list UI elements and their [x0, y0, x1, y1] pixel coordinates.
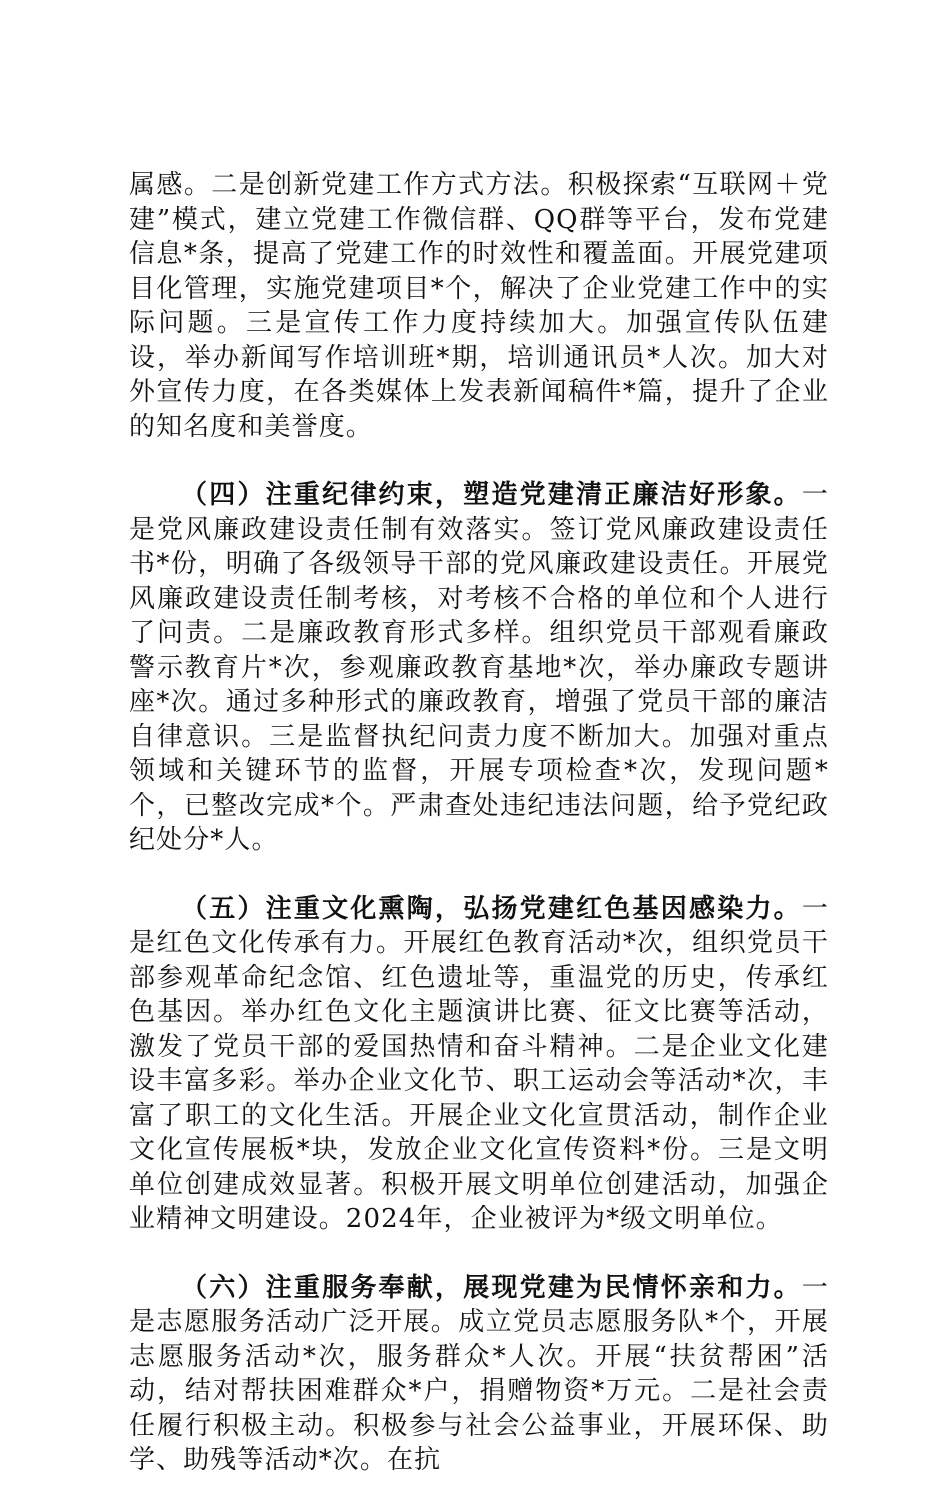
document-page	[129, 168, 829, 1512]
section-heading-4: （四）注重纪律约束，塑造党建清正廉洁好形象。	[181, 480, 802, 510]
paragraph-section-6	[129, 1271, 829, 1478]
paragraph-section-5	[129, 892, 829, 1237]
paragraph-body: 属感。二是创新党建工作方式方法。积极探索“互联网＋党建”模式，建立党建工作微信群、QQ群等平台，发布党建信息*条，提高了党建工作的时效性和覆盖面。开展党建项目化管理，实施党建项目*个，解决了企业党建工作中的实际问题。三是宣传工作力度持续加大。加强宣传队伍建设，举办新闻写作培训班*期，培训通讯员*人次。加大对外宣传力度，在各类媒体上发表新闻稿件*篇，提升了企业的知名度和美誉度。	[129, 170, 829, 442]
paragraph-body: 一是红色文化传承有力。开展红色教育活动*次，组织党员干部参观革命纪念馆、红色遗址等，重温党的历史，传承红色基因。举办红色文化主题演讲比赛、征文比赛等活动，激发了党员干部的爱国热情和奋斗精神。二是企业文化建设丰富多彩。举办企业文化节、职工运动会等活动*次，丰富了职工的文化生活。开展企业文化宣贯活动，制作企业文化宣传展板*块，发放企业文化宣传资料*份。三是文明单位创建成效显著。积极开展文明单位创建活动，加强企业精神文明建设。2024年，企业被评为*级文明单位。	[129, 893, 829, 1234]
paragraph-body: 一是志愿服务活动广泛开展。成立党员志愿服务队*个，开展志愿服务活动*次，服务群众*人次。开展“扶贫帮困”活动，结对帮扶困难群众*户，捐赠物资*万元。二是社会责任履行积极主动。积极参与社会公益事业，开展环保、助学、助残等活动*次。在抗	[129, 1272, 829, 1475]
paragraph-body: 一是党风廉政建设责任制有效落实。签订党风廉政建设责任书*份，明确了各级领导干部的党风廉政建设责任。开展党风廉政建设责任制考核，对考核不合格的单位和个人进行了问责。二是廉政教育形式多样。组织党员干部观看廉政警示教育片*次，参观廉政教育基地*次，举办廉政专题讲座*次。通过多种形式的廉政教育，增强了党员干部的廉洁自律意识。三是监督执纪问责力度不断加大。加强对重点领域和关键环节的监督，开展专项检查*次，发现问题*个，已整改完成*个。严肃查处违纪违法问题，给予党纪政纪处分*人。	[129, 480, 829, 855]
paragraph-section-4	[129, 478, 829, 858]
paragraph-continued	[129, 168, 829, 444]
section-heading-6: （六）注重服务奉献，展现党建为民情怀亲和力。	[181, 1272, 802, 1303]
section-heading-5: （五）注重文化熏陶，弘扬党建红色基因感染力。	[181, 893, 802, 924]
